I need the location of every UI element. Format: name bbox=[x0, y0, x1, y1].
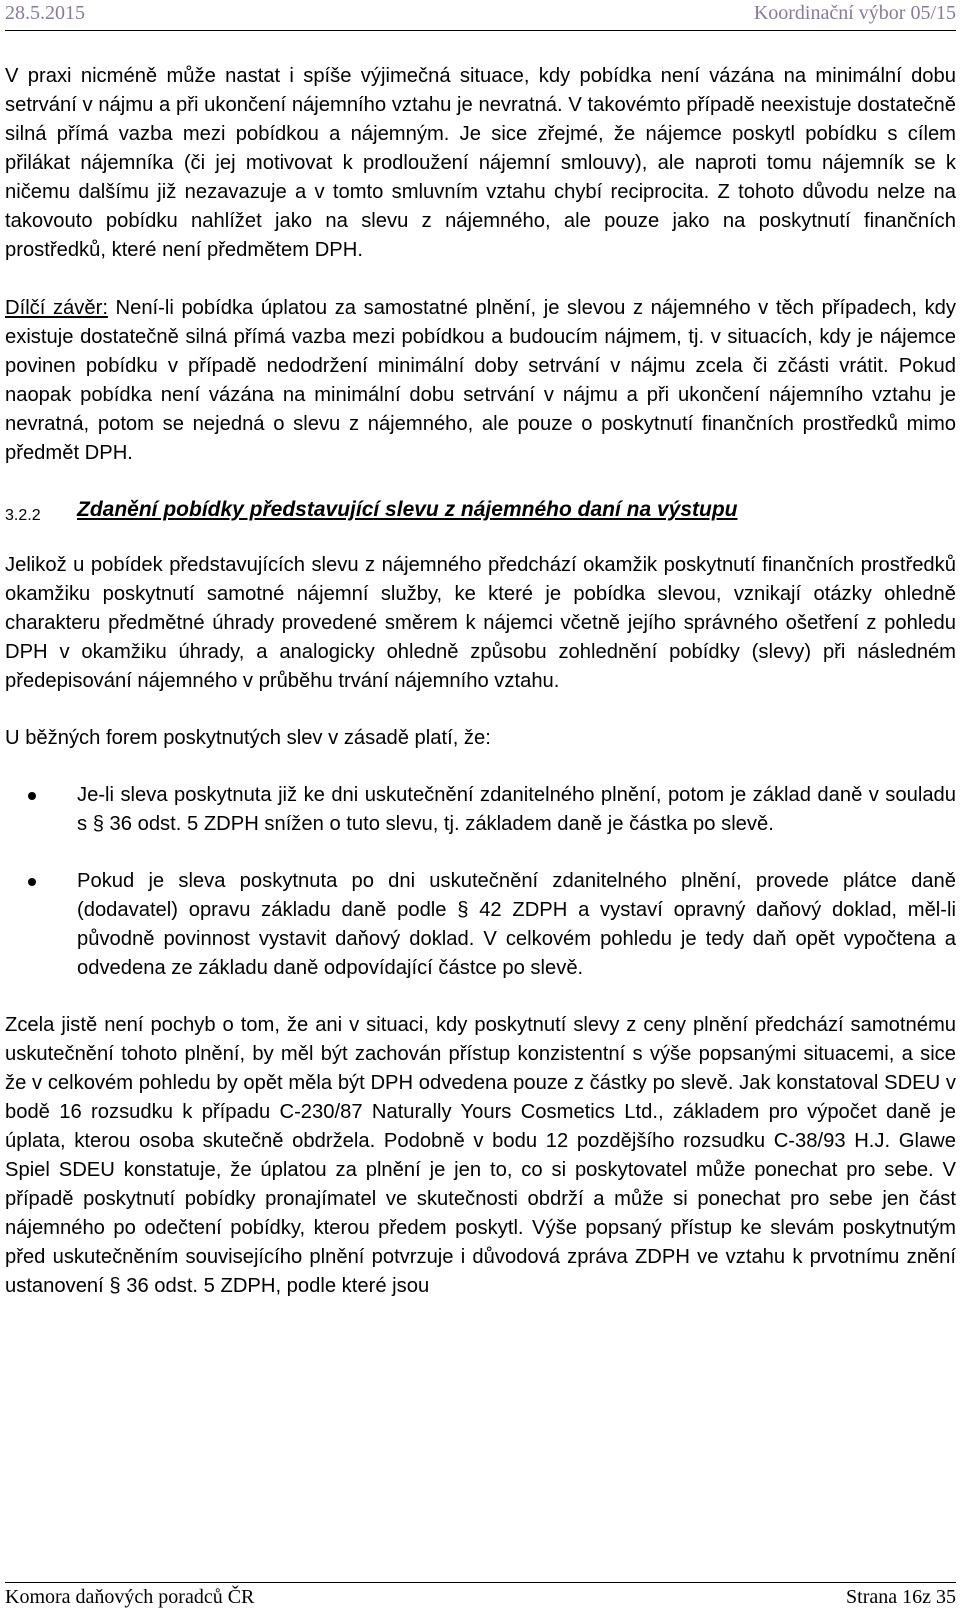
bullet-icon bbox=[28, 792, 36, 800]
paragraph-4: U běžných forem poskytnutých slev v zásadě platí, že: bbox=[5, 727, 491, 749]
list-item-text: Je-li sleva poskytnuta již ke dni uskutečnění zdanitelného plnění, potom je základ daně v souladu s § 36 odst. 5 ZDPH snížen o tuto slevu, tj. základem daně je částka po slevě. bbox=[77, 784, 956, 835]
page-header bbox=[5, 0, 956, 31]
partial-conclusion-text: Není-li pobídka úplatou za samostatné plnění, je slevou z nájemného v těch případech, kdy existuje dostatečně silná přímá vazba mezi pobídkou a budoucím nájmem, tj. v situacích, kdy je nájemce povinen pobídku v případě nedodržení minimální doby setrvání v nájmu zcela či zčásti vrátit. Pokud naopak pobídka není vázána na minimální dobu setrvání v nájmu a při ukončení nájemního vztahu je nevratná, potom se nejedná o slevu z nájemného, ale pouze o poskytnutí finančních prostředků mimo předmět DPH. bbox=[5, 297, 956, 464]
footer-page-number: Strana 16z 35 bbox=[846, 1586, 956, 1608]
paragraph-1: V praxi nicméně může nastat i spíše výjimečná situace, kdy pobídka není vázána na minimální dobu setrvání v nájmu a při ukončení nájemního vztahu je nevratná. V takovémto případě neexistuje dostatečně silná přímá vazba mezi pobídkou a nájemným. Je sice zřejmé, že nájemce poskytl pobídku s cílem přilákat nájemníka (či jej motivovat k prodloužení nájemní smlouvy), ale naproti tomu nájemník se k ničemu dalšímu již nezavazuje a v tomto smluvním vztahu chybí reciprocita. Z tohoto důvodu nelze na takovouto pobídku nahlížet jako na slevu z nájemného, ale pouze jako na poskytnutí finančních prostředků, které není předmětem DPH. bbox=[5, 65, 956, 261]
page-footer bbox=[5, 1582, 956, 1614]
section-title: Zdanění pobídky představující slevu z nájemného daní na výstupu bbox=[77, 498, 738, 521]
list-item bbox=[5, 867, 956, 983]
section-number: 3.2.2 bbox=[5, 507, 41, 524]
document-body bbox=[5, 62, 956, 1301]
footer-organization: Komora daňových poradců ČR bbox=[5, 1586, 255, 1608]
paragraph-partial-conclusion bbox=[5, 294, 956, 468]
list-item bbox=[5, 781, 956, 839]
header-committee: Koordinační výbor 05/15 bbox=[753, 2, 956, 24]
header-date: 28.5.2015 bbox=[5, 2, 85, 24]
bullet-list bbox=[5, 781, 956, 983]
partial-conclusion-label: Dílčí závěr: bbox=[5, 297, 108, 319]
paragraph-5: Zcela jistě není pochyb o tom, že ani v situaci, kdy poskytnutí slevy z ceny plnění předchází samotnému uskutečnění tohoto plnění, by měl být zachován přístup konzistentní s výše popsanými situacemi, a sice že v celkovém pohledu by opět měla být DPH odvedena pouze z částky po slevě. Jak konstatoval SDEU v bodě 16 rozsudku k případu C-230/87 Naturally Yours Cosmetics Ltd., základem pro výpočet daně je úplata, kterou osoba skutečně obdržela. Podobně v bodu 12 pozdějšího rozsudku C-38/93 H.J. Glawe Spiel SDEU konstatuje, že úplatou za plnění je jen to, co si poskytovatel může ponechat pro sebe. V případě poskytnutí pobídky pronajímatel ve skutečnosti obdrží a může si ponechat pro sebe jen část nájemného po odečtení pobídky, kterou předem poskytl. Výše popsaný přístup ke slevám poskytnutým před uskutečněním souvisejícího plnění potvrzuje i důvodová zpráva ZDPH ve vztahu k prvotnímu znění ustanovení § 36 odst. 5 ZDPH, podle které jsou bbox=[5, 1014, 956, 1297]
paragraph-3: Jelikož u pobídek představujících slevu z nájemného předchází okamžik poskytnutí finančních prostředků okamžiku poskytnutí samotné nájemní služby, ke které je pobídka slevou, vznikají otázky ohledně charakteru předmětné úhrady provedené směrem k nájemci včetně jejího správného ošetření z pohledu DPH v okamžiku úhrady, a analogicky ohledně způsobu zohlednění pobídky (slevy) při následném předepisování nájemného v průběhu trvání nájemního vztahu. bbox=[5, 554, 956, 692]
bullet-icon bbox=[28, 878, 36, 886]
section-heading bbox=[5, 495, 956, 531]
list-item-text: Pokud je sleva poskytnuta po dni uskutečnění zdanitelného plnění, provede plátce daně (dodavatel) opravu základu daně podle § 42 ZDPH a vystaví opravný daňový doklad, měl-li původně povinnost vystavit daňový doklad. V celkovém pohledu je tedy daň opět vypočtena a odvedena ze základu daně odpovídající částce po slevě. bbox=[77, 870, 956, 979]
